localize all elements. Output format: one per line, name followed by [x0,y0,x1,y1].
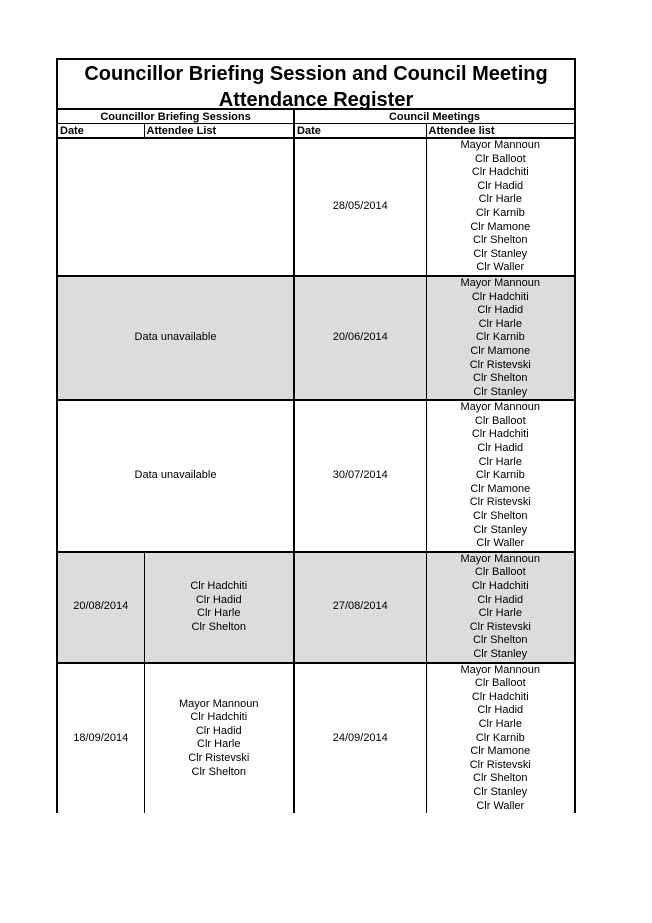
meeting-attendee: Clr Stanley [473,785,528,798]
meeting-attendee: Clr Ristevski [469,358,531,371]
title-line-1: Councillor Briefing Session and Council Meeting [84,63,548,85]
meeting-attendee: Clr Hadid [477,442,524,455]
meeting-attendee: Clr Mamone [470,745,531,758]
meeting-attendee-header: Attendee list [426,124,574,139]
briefing-date: 18/09/2014 [58,663,144,814]
meeting-attendee: Clr Shelton [473,234,528,247]
meeting-attendee: Mayor Mannoun [460,276,541,289]
briefing-attendees [144,663,294,814]
meeting-attendee: Clr Harle [478,717,522,730]
table-row [58,400,574,552]
meeting-attendee: Clr Ristevski [469,620,531,633]
meeting-attendee: Clr Shelton [473,772,528,785]
meeting-attendee: Mayor Mannoun [460,552,541,565]
meeting-date-header: Date [294,124,426,139]
meeting-attendee: Clr Balloot [474,677,526,690]
meeting-attendee: Clr Stanley [473,385,528,398]
table-row [58,552,574,663]
meeting-attendee: Clr Shelton [473,372,528,385]
meeting-attendee: Clr Shelton [473,634,528,647]
page-title [58,60,574,110]
meeting-attendee: Clr Waller [476,799,525,812]
meeting-attendee: Mayor Mannoun [460,663,541,676]
meeting-attendee: Clr Mamone [470,482,531,495]
meeting-date: 28/05/2014 [294,138,426,276]
meeting-attendee: Clr Karnib [475,731,525,744]
meeting-attendee: Mayor Mannoun [460,139,541,151]
meeting-attendee: Clr Balloot [474,414,526,427]
meeting-attendee: Clr Waller [476,261,525,274]
meeting-attendee: Clr Shelton [473,510,528,523]
table-row [58,276,574,400]
meeting-attendee: Clr Karnib [475,469,525,482]
meeting-attendee: Clr Waller [476,537,525,550]
briefing-date-header: Date [58,124,144,139]
briefing-attendee: Clr Hadid [195,593,242,606]
briefing-attendee: Clr Hadid [195,724,242,737]
briefing-note: Data unavailable [58,276,294,400]
meeting-date: 20/06/2014 [294,276,426,400]
meeting-attendee: Clr Stanley [473,247,528,260]
title-line-2: Attendance Register [218,89,414,111]
briefing-attendee: Clr Hadchiti [190,580,248,592]
briefing-empty [58,138,294,276]
attendance-register [56,58,576,813]
meeting-attendees [426,276,574,400]
meeting-attendee: Clr Harle [478,193,522,206]
meeting-attendee: Clr Stanley [473,647,528,660]
meeting-attendee: Clr Stanley [473,523,528,536]
attendance-rows [58,138,574,813]
briefing-attendee: Clr Ristevski [188,751,250,764]
briefing-sessions-header: Councillor Briefing Sessions [58,110,294,124]
meeting-attendee: Clr Hadid [477,704,524,717]
meeting-attendee: Clr Harle [478,455,522,468]
meeting-attendee: Clr Harle [478,317,522,330]
meeting-attendees [426,552,574,663]
meeting-attendees [426,138,574,276]
meeting-attendees [426,400,574,552]
meeting-attendee: Clr Ristevski [469,758,531,771]
briefing-attendee: Mayor Mannoun [179,697,259,710]
meeting-attendee: Clr Hadchiti [471,290,529,303]
meeting-attendee: Mayor Mannoun [460,401,541,414]
briefing-attendee: Clr Shelton [191,620,246,633]
meeting-attendee: Clr Balloot [474,152,526,165]
meeting-date: 24/09/2014 [294,663,426,814]
table-row [58,663,574,814]
briefing-date: 20/08/2014 [58,552,144,663]
meeting-attendee: Clr Mamone [470,344,531,357]
briefing-attendee: Clr Shelton [191,765,246,778]
meeting-attendee: Clr Hadid [477,593,524,606]
meeting-attendee: Clr Karnib [475,206,525,219]
meeting-attendees [426,663,574,814]
table-row [58,138,574,276]
meeting-attendee: Clr Karnib [475,331,525,344]
briefing-note: Data unavailable [58,400,294,552]
briefing-attendee: Clr Hadchiti [190,711,248,724]
council-meetings-header: Council Meetings [294,110,574,124]
attendance-table [58,110,574,813]
meeting-attendee: Clr Hadchiti [471,580,529,592]
briefing-attendees [144,552,294,663]
meeting-attendee: Clr Hadchiti [471,428,529,441]
briefing-attendee: Clr Harle [197,738,241,751]
meeting-attendee: Clr Mamone [470,220,531,233]
briefing-attendee-header: Attendee List [144,124,294,139]
meeting-attendee: Clr Hadchiti [471,166,529,179]
meeting-attendee: Clr Ristevski [469,496,531,509]
meeting-attendee: Clr Harle [478,607,522,620]
meeting-date: 30/07/2014 [294,400,426,552]
meeting-attendee: Clr Balloot [474,566,526,579]
meeting-date: 27/08/2014 [294,552,426,663]
meeting-attendee: Clr Hadid [477,304,524,317]
briefing-attendee: Clr Harle [197,607,241,620]
meeting-attendee: Clr Hadchiti [471,690,529,703]
meeting-attendee: Clr Hadid [477,179,524,192]
